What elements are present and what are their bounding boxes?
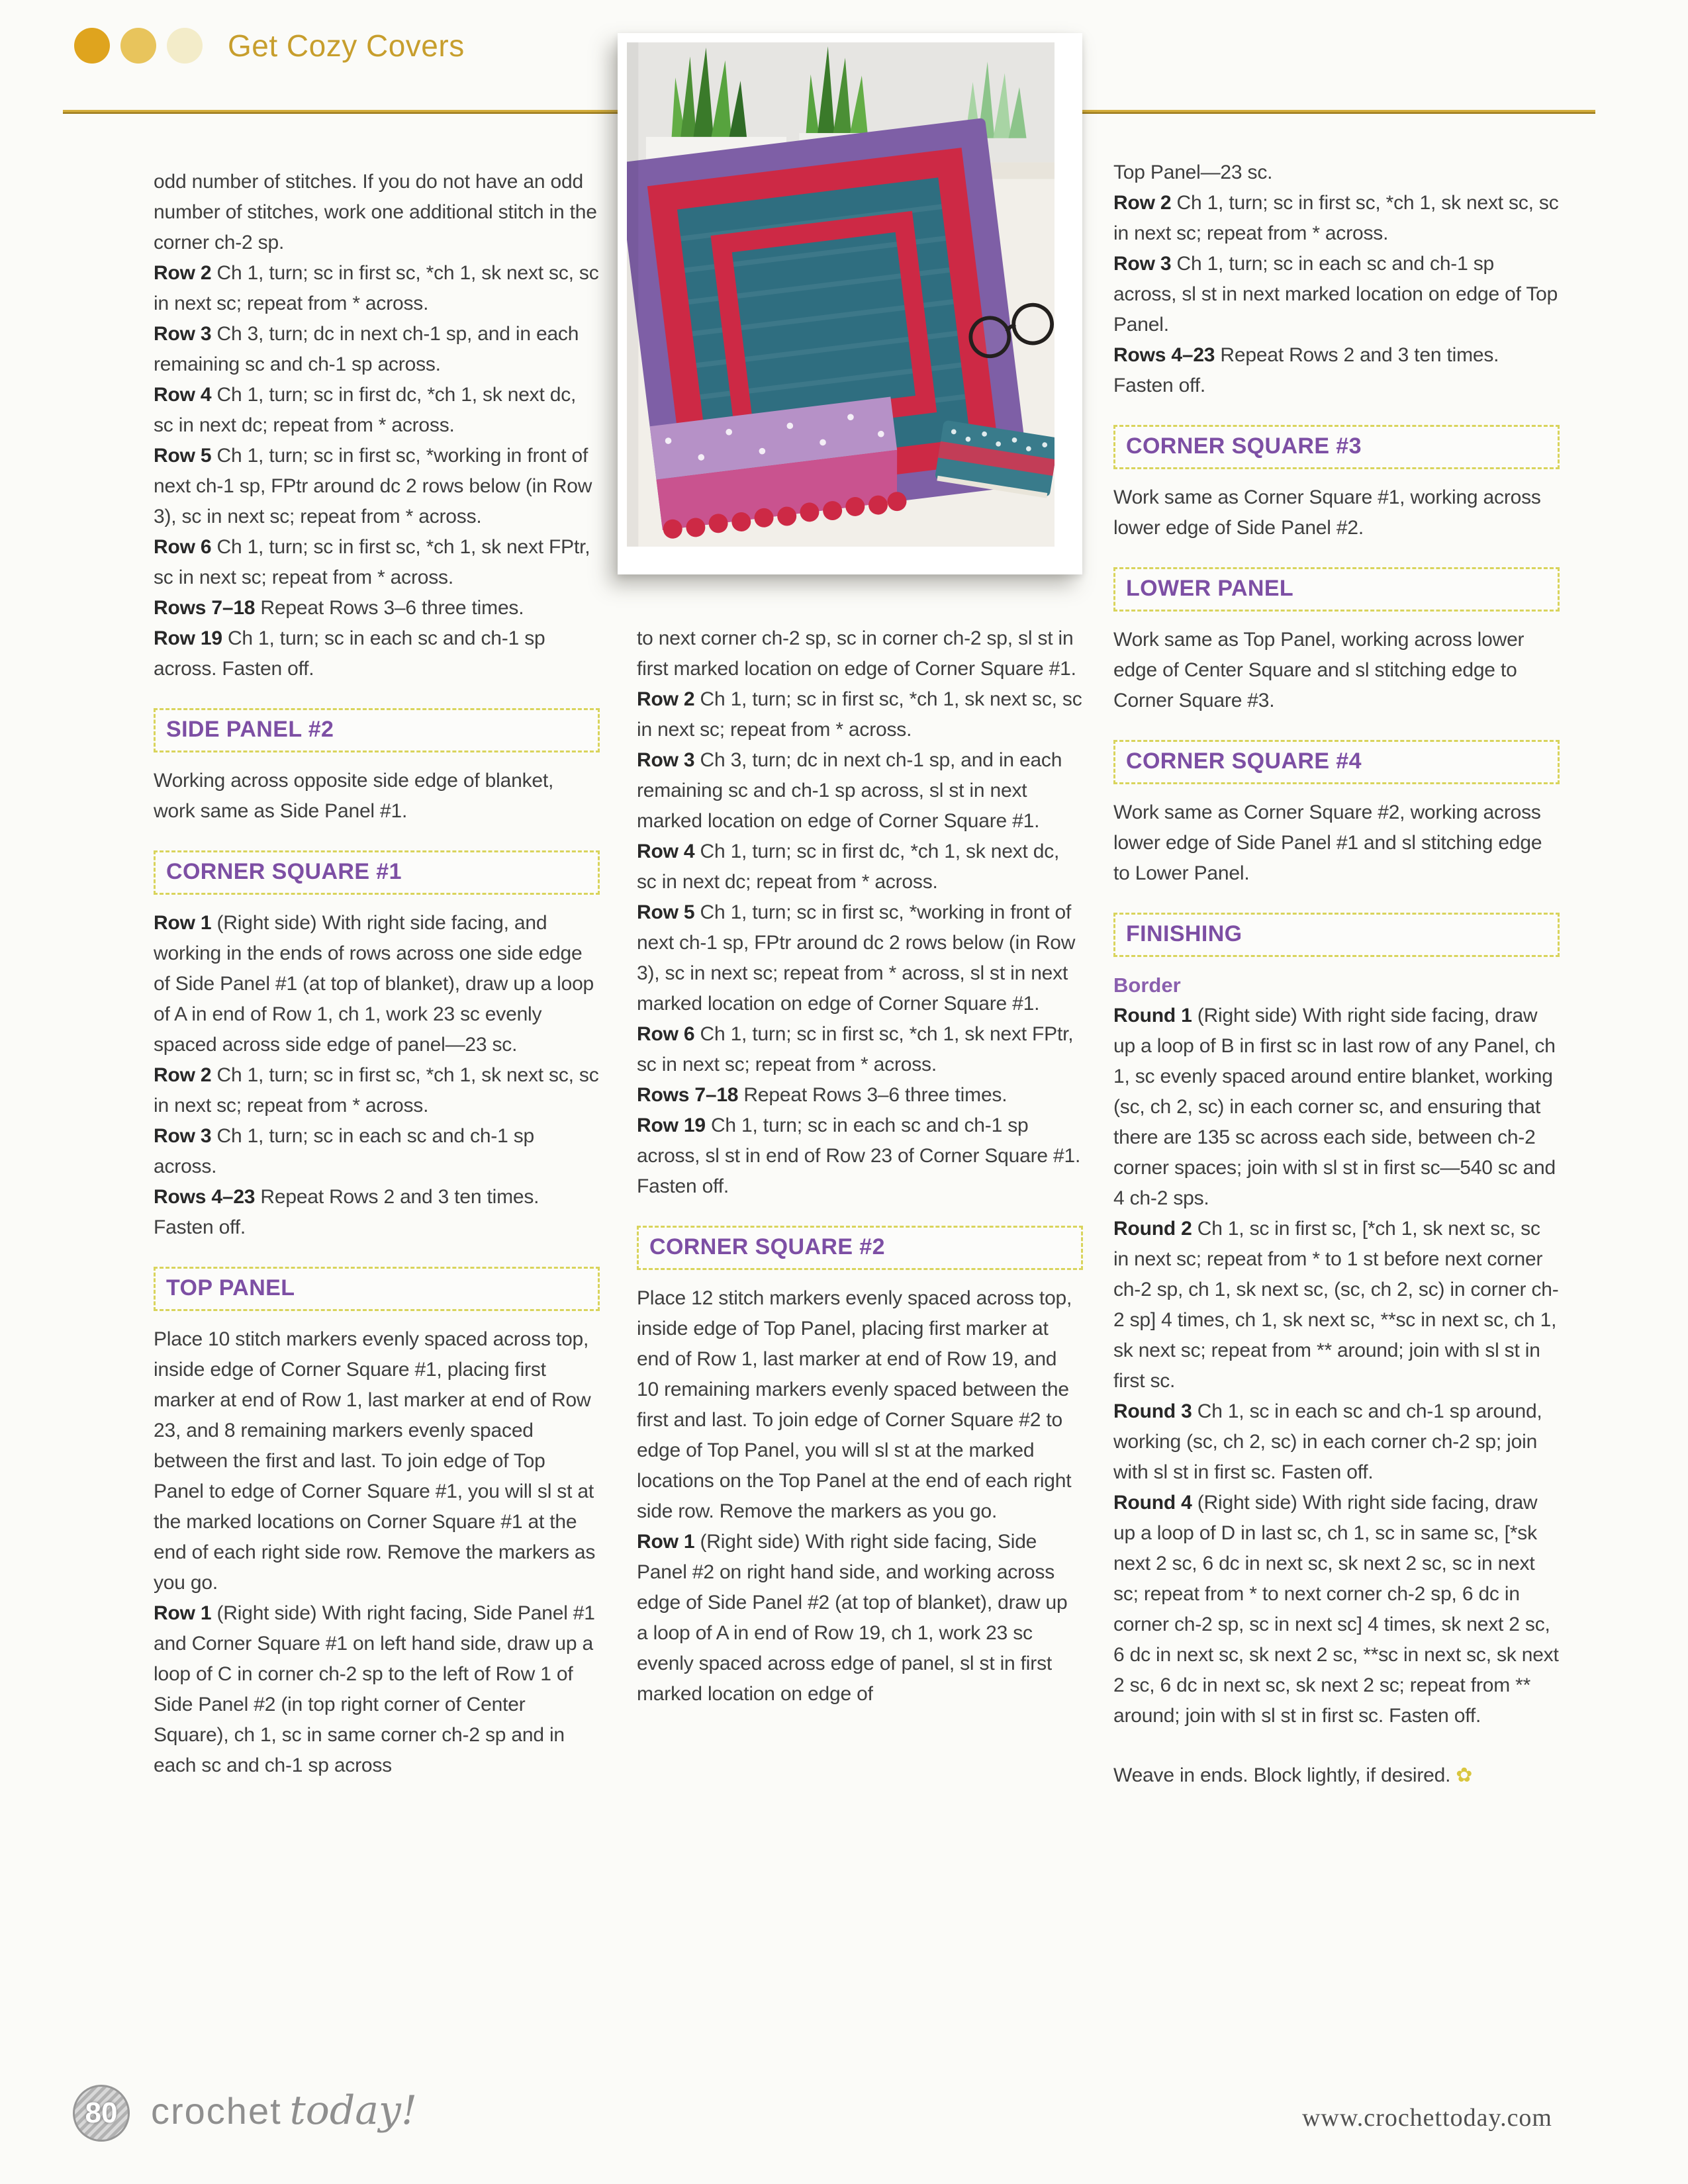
pattern-paragraph: Round 1 (Right side) With right side facing, draw up a loop of B in first sc in last row of any Panel, ch 1, sc evenly spaced around entire blanket, working (sc, ch 2, sc) in each corner sc, and ensuring that there are 135 sc across each side, between ch-2 corner spaces; join with sl st in first sc—540 sc and 4 ch-2 sps. <box>1113 1005 1556 1209</box>
pattern-paragraph: Row 4 Ch 1, turn; sc in first dc, *ch 1, sk next dc, sc in next dc; repeat from * across. <box>154 384 577 436</box>
pattern-paragraph: Row 4 Ch 1, turn; sc in first dc, *ch 1, sk next dc, sc in next dc; repeat from * across. <box>637 841 1060 893</box>
pattern-paragraph: Row 2 Ch 1, turn; sc in first sc, *ch 1, sk next sc, sc in next sc; repeat from * across. <box>154 262 599 314</box>
text-column-3 <box>1113 158 1560 1791</box>
pattern-paragraph: Rows 7–18 Repeat Rows 3–6 three times. <box>637 1084 1008 1106</box>
pattern-paragraph: Weave in ends. Block lightly, if desired. ✿ <box>1113 1764 1473 1786</box>
flower-end-icon: ✿ <box>1456 1764 1473 1786</box>
section-heading: CORNER SQUARE #1 <box>154 850 600 895</box>
pattern-paragraph: Row 2 Ch 1, turn; sc in first sc, *ch 1, sk next sc, sc in next sc; repeat from * across. <box>637 688 1082 741</box>
pattern-paragraph: Round 4 (Right side) With right side facing, draw up a loop of D in last sc, ch 1, sc in same sc, [*sk next 2 sc, 6 dc in next sc, sk next 2 sc, sc in next sc; repeat from * to next corner ch-2 sp, 6 dc in corner ch-2 sp, sc in next sc] 4 times, sk next 2 sc, 6 dc in next sc, sk next 2 sc, **sc in next sc, sk next 2 sc, 6 dc in next sc, sk next 2 sc; repeat from ** around; join with sl st in first sc. Fasten off. <box>1113 1492 1559 1727</box>
pattern-paragraph: Row 3 Ch 1, turn; sc in each sc and ch-1 sp across. <box>154 1125 534 1177</box>
section-heading: LOWER PANEL <box>1113 567 1560 612</box>
header-dot <box>167 28 203 64</box>
pattern-paragraph: Round 2 Ch 1, sc in first sc, [*ch 1, sk next sc, sc in next sc; repeat from * to 1 st before next corner ch-2 sp, ch 1, sk next sc, (sc, ch 2, sc) in corner ch-2 sp] 4 times, ch 1, sk next sc, **sc in next sc, ch 1, sk next sc; repeat from ** around; join with sl st in first sc. <box>1113 1218 1559 1392</box>
section-heading: FINISHING <box>1113 913 1560 957</box>
website-url: www.crochettoday.com <box>1301 2104 1552 2132</box>
section-heading: SIDE PANEL #2 <box>154 708 600 752</box>
pattern-paragraph: Row 1 (Right side) With right side facing, Side Panel #2 on right hand side, and working across edge of Side Panel #2 (at top of blanket), draw up a loop of A in end of Row 19, ch 1, work 23 sc evenly spaced across edge of panel, sl st in first marked location on edge of <box>637 1531 1068 1705</box>
page-section-title: Get Cozy Covers <box>228 28 465 63</box>
text-column-2 <box>637 623 1083 1709</box>
blanket-photo <box>618 33 1082 574</box>
pattern-paragraph: Row 19 Ch 1, turn; sc in each sc and ch-1 sp across. Fasten off. <box>154 627 545 680</box>
section-heading: TOP PANEL <box>154 1267 600 1311</box>
text-column-1 <box>154 167 600 1781</box>
pattern-paragraph: Round 3 Ch 1, sc in each sc and ch-1 sp around, working (sc, ch 2, sc) in each corner ch-2 sp; join with sl st in first sc. Fasten off. <box>1113 1400 1542 1483</box>
pattern-paragraph: Fasten off. <box>637 1175 729 1197</box>
header-dot <box>120 28 156 64</box>
pattern-paragraph: Row 6 Ch 1, turn; sc in first sc, *ch 1, sk next FPtr, sc in next sc; repeat from * across. <box>637 1023 1074 1075</box>
section-heading: CORNER SQUARE #4 <box>1113 740 1560 784</box>
header-dot <box>74 28 110 64</box>
pattern-paragraph: Rows 7–18 Repeat Rows 3–6 three times. <box>154 597 524 619</box>
pattern-paragraph: Top Panel—23 sc. <box>1113 161 1273 183</box>
pattern-paragraph: Row 3 Ch 3, turn; dc in next ch-1 sp, and in each remaining sc and ch-1 sp across. <box>154 323 579 375</box>
pattern-paragraph: Place 12 stitch markers evenly spaced across top, inside edge of Top Panel, placing first marker at end of Row 1, last marker at end of Row 19, and 10 remaining markers evenly spaced between the first and last. To join edge of Corner Square #2 to edge of Top Panel, you will sl st at the marked locations on the Top Panel at the end of each right side row. Remove the markers as you go. <box>637 1287 1072 1522</box>
section-heading: CORNER SQUARE #3 <box>1113 425 1560 469</box>
pattern-paragraph: Row 2 Ch 1, turn; sc in first sc, *ch 1, sk next sc, sc in next sc; repeat from * across. <box>1113 192 1559 244</box>
pattern-paragraph: Row 6 Ch 1, turn; sc in first sc, *ch 1, sk next FPtr, sc in next sc; repeat from * across. <box>154 536 590 588</box>
pattern-paragraph: Row 19 Ch 1, turn; sc in each sc and ch-1 sp across, sl st in end of Row 23 of Corner Square #1. <box>637 1115 1081 1167</box>
sub-heading: Border <box>1113 974 1181 997</box>
pattern-paragraph: Work same as Corner Square #2, working across lower edge of Side Panel #1 and sl stitching edge to Lower Panel. <box>1113 801 1542 884</box>
pattern-paragraph: Rows 4–23 Repeat Rows 2 and 3 ten times. Fasten off. <box>1113 344 1499 396</box>
logo-text-regular: crochet <box>151 2090 282 2132</box>
pattern-paragraph: Row 3 Ch 1, turn; sc in each sc and ch-1 sp across, sl st in next marked location on edge of Top Panel. <box>1113 253 1558 336</box>
pattern-paragraph: Row 2 Ch 1, turn; sc in first sc, *ch 1, sk next sc, sc in next sc; repeat from * across. <box>154 1064 599 1116</box>
section-heading: CORNER SQUARE #2 <box>637 1226 1083 1270</box>
pattern-paragraph: odd number of stitches. If you do not have an odd number of stitches, work one additional stitch in the corner ch-2 sp. <box>154 171 597 253</box>
pattern-paragraph: Working across opposite side edge of blanket, work same as Side Panel #1. <box>154 770 554 822</box>
pattern-paragraph: Rows 4–23 Repeat Rows 2 and 3 ten times. Fasten off. <box>154 1186 539 1238</box>
pattern-paragraph: Row 5 Ch 1, turn; sc in first sc, *working in front of next ch-1 sp, FPtr around dc 2 rows below (in Row 3), sc in next sc; repeat from * across. <box>154 445 592 527</box>
page-header <box>74 28 465 64</box>
magazine-logo <box>151 2087 417 2134</box>
pattern-paragraph: Work same as Top Panel, working across lower edge of Center Square and sl stitching edge to Corner Square #3. <box>1113 629 1524 711</box>
pattern-paragraph: Work same as Corner Square #1, working across lower edge of Side Panel #2. <box>1113 486 1541 539</box>
pattern-paragraph: to next corner ch-2 sp, sc in corner ch-2 sp, sl st in first marked location on edge of Corner Square #1. <box>637 627 1076 680</box>
pattern-paragraph: Row 3 Ch 3, turn; dc in next ch-1 sp, and in each remaining sc and ch-1 sp across, sl st in next marked location on edge of Corner Square #1. <box>637 749 1062 832</box>
pattern-paragraph: Place 10 stitch markers evenly spaced across top, inside edge of Corner Square #1, placing first marker at end of Row 1, last marker at end of Row 23, and 8 remaining markers evenly spaced between the first and last. To join edge of Top Panel to edge of Corner Square #1, you will sl st at the marked locations on Corner Square #1 at the end of each right side row. Remove the markers as you go. <box>154 1328 596 1594</box>
blanket-photo-illustration <box>627 42 1055 547</box>
pattern-paragraph: Row 5 Ch 1, turn; sc in first sc, *working in front of next ch-1 sp, FPtr around dc 2 rows below (in Row 3), sc in next sc; repeat from * across, sl st in next marked location on edge of Corner Square #1. <box>637 901 1076 1015</box>
page-number-badge: 80 <box>73 2085 130 2142</box>
pattern-paragraph: Row 1 (Right side) With right facing, Side Panel #1 and Corner Square #1 on left hand side, draw up a loop of C in corner ch-2 sp to the left of Row 1 of Side Panel #2 (in top right corner of Center Square), ch 1, sc in same corner ch-2 sp and in each sc and ch-1 sp across <box>154 1602 595 1776</box>
logo-text-script: today! <box>289 2087 418 2134</box>
pattern-paragraph: Row 1 (Right side) With right side facing, and working in the ends of rows across one side edge of Side Panel #1 (at top of blanket), draw up a loop of A in end of Row 1, ch 1, work 23 sc evenly spaced across side edge of panel—23 sc. <box>154 912 594 1056</box>
